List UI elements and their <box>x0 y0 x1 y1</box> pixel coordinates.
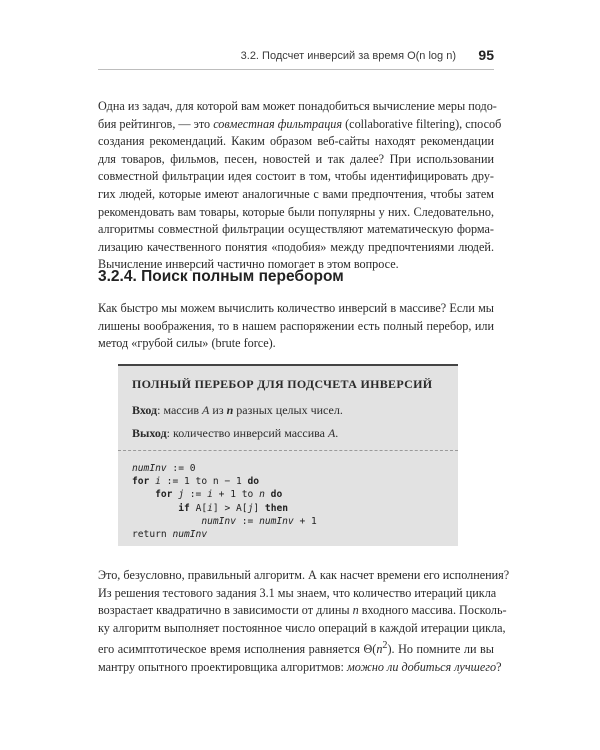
code-token: + 1 to <box>212 489 260 501</box>
text-line <box>98 116 502 134</box>
text-line: для товаров, фильмов, песен, новостей и так далее? При использовании <box>98 151 494 166</box>
code-token: j <box>178 489 184 501</box>
text-run: . <box>335 426 339 440</box>
page-number: 95 <box>478 47 494 63</box>
running-head-title: 3.2. Подсчет инверсий за время O(n log n) <box>240 50 456 62</box>
code-token: := <box>235 515 260 527</box>
emphasis-term: совместная фильтрация <box>213 116 343 131</box>
text-run: бия рейтингов, — это <box>98 116 214 131</box>
pseudocode <box>132 462 317 541</box>
text-line: Как быстро мы можем вычислить количество инверсий в массиве? Если мы <box>98 301 494 315</box>
code-token: ] <box>253 502 260 514</box>
text-line: совместной фильтрации идея состоит в том, чтобы идентифицировать дру- <box>98 169 494 184</box>
code-token: i <box>207 489 213 501</box>
text-line: создания рекомендаций. Каким образом веб-сайты находят рекомендации <box>98 134 494 149</box>
code-token: ] > <box>212 502 237 514</box>
code-token: numInv <box>172 529 208 541</box>
code-keyword: do <box>247 476 260 488</box>
code-keyword: then <box>264 502 289 514</box>
text-line: лишены воображения, то в нашем распоряжении есть полный перебор, или <box>98 318 494 333</box>
code-keyword: for <box>132 476 150 488</box>
algorithm-output <box>132 426 338 441</box>
algorithm-title: ПОЛНЫЙ ПЕРЕБОР ДЛЯ ПОДСЧЕТА ИНВЕРСИЙ <box>132 377 433 391</box>
text-line: ку алгоритм выполняет постоянное число операций в каждой итерации цикла, <box>98 620 506 635</box>
code-token: i <box>207 502 213 514</box>
code-keyword: do <box>270 489 283 501</box>
text-line <box>98 659 502 677</box>
running-head <box>98 47 494 70</box>
exponent: 2 <box>382 640 388 652</box>
code-token: numInv <box>132 463 167 474</box>
text-run: ? <box>496 660 502 675</box>
variable: n <box>352 603 359 618</box>
text-line: гих людей, которые имеют аналогичные с вами предпочтения, чтобы затем <box>98 186 494 201</box>
text-run: разных целых чисел. <box>233 403 343 417</box>
algorithm-input <box>132 403 343 418</box>
code-token: := <box>184 489 208 501</box>
text-line <box>98 637 494 659</box>
paragraph-collaborative-filtering <box>98 98 502 274</box>
text-run: его асимптотическое время исполнения равняется Θ( <box>98 642 377 657</box>
code-keyword: for <box>155 489 173 501</box>
variable: A <box>202 403 210 417</box>
divider <box>118 450 458 451</box>
text-line: Это, безусловно, правильный алгоритм. А как насчет времени его исполнения? <box>98 568 510 582</box>
code-token: := 1 to n − 1 <box>160 476 248 488</box>
code-token: + 1 <box>293 515 317 527</box>
code-token: numInv <box>259 515 294 527</box>
code-token: i <box>155 476 161 488</box>
paragraph-brute-force-intro <box>98 300 494 353</box>
text-line: Из решения тестового задания 3.1 мы знаем, что количество итераций цикла <box>98 585 497 600</box>
variable: A <box>327 426 336 440</box>
text-line: метод «грубой силы» (brute force). <box>98 336 276 351</box>
code-token: := 0 <box>166 463 196 474</box>
code-keyword: return <box>132 529 173 541</box>
paragraph-running-time <box>98 567 510 677</box>
input-label: Вход <box>132 403 158 417</box>
text-run: мантру опытного проектировщика алгоритмов: <box>98 660 347 675</box>
text-line: рекомендовать вам товары, которые были популярны у них. Следовательно, <box>98 204 494 219</box>
emphasis-term: можно ли добиться лучшего <box>346 660 497 675</box>
text-run: (collaborative filtering), способ <box>342 116 502 131</box>
variable: n <box>226 403 234 417</box>
text-line: Вычисление инверсий частично помогает в этом вопросе. <box>98 257 399 272</box>
section-heading: 3.2.4. Поиск полным перебором <box>98 268 344 285</box>
algorithm-box <box>118 364 458 546</box>
code-token: numInv <box>201 515 236 527</box>
variable: n <box>376 642 383 657</box>
output-label: Выход <box>132 426 167 440</box>
text-run: из <box>209 403 227 417</box>
text-line <box>98 602 507 620</box>
code-token: j <box>247 502 254 514</box>
text-line: лизацию качественного понятия «подобия» между предпочтениями людей. <box>98 239 494 254</box>
text-run: ). Но помните ли вы <box>387 642 494 657</box>
code-token: n <box>259 489 265 501</box>
code-token: A[ <box>195 502 208 514</box>
code-keyword: if <box>178 502 190 514</box>
code-token: A[ <box>236 502 248 514</box>
text-run: : количество инверсий массива <box>166 426 328 440</box>
text-run: возрастает квадратично в зависимости от длины <box>98 603 353 618</box>
text-run: входного массива. Посколь- <box>358 603 507 618</box>
text-line: Одна из задач, для которой вам может понадобиться вычисление меры подо- <box>98 99 497 113</box>
text-run: : массив <box>157 403 203 417</box>
text-line: алгоритмы совместной фильтрации осуществляют математическую форма- <box>98 222 494 237</box>
